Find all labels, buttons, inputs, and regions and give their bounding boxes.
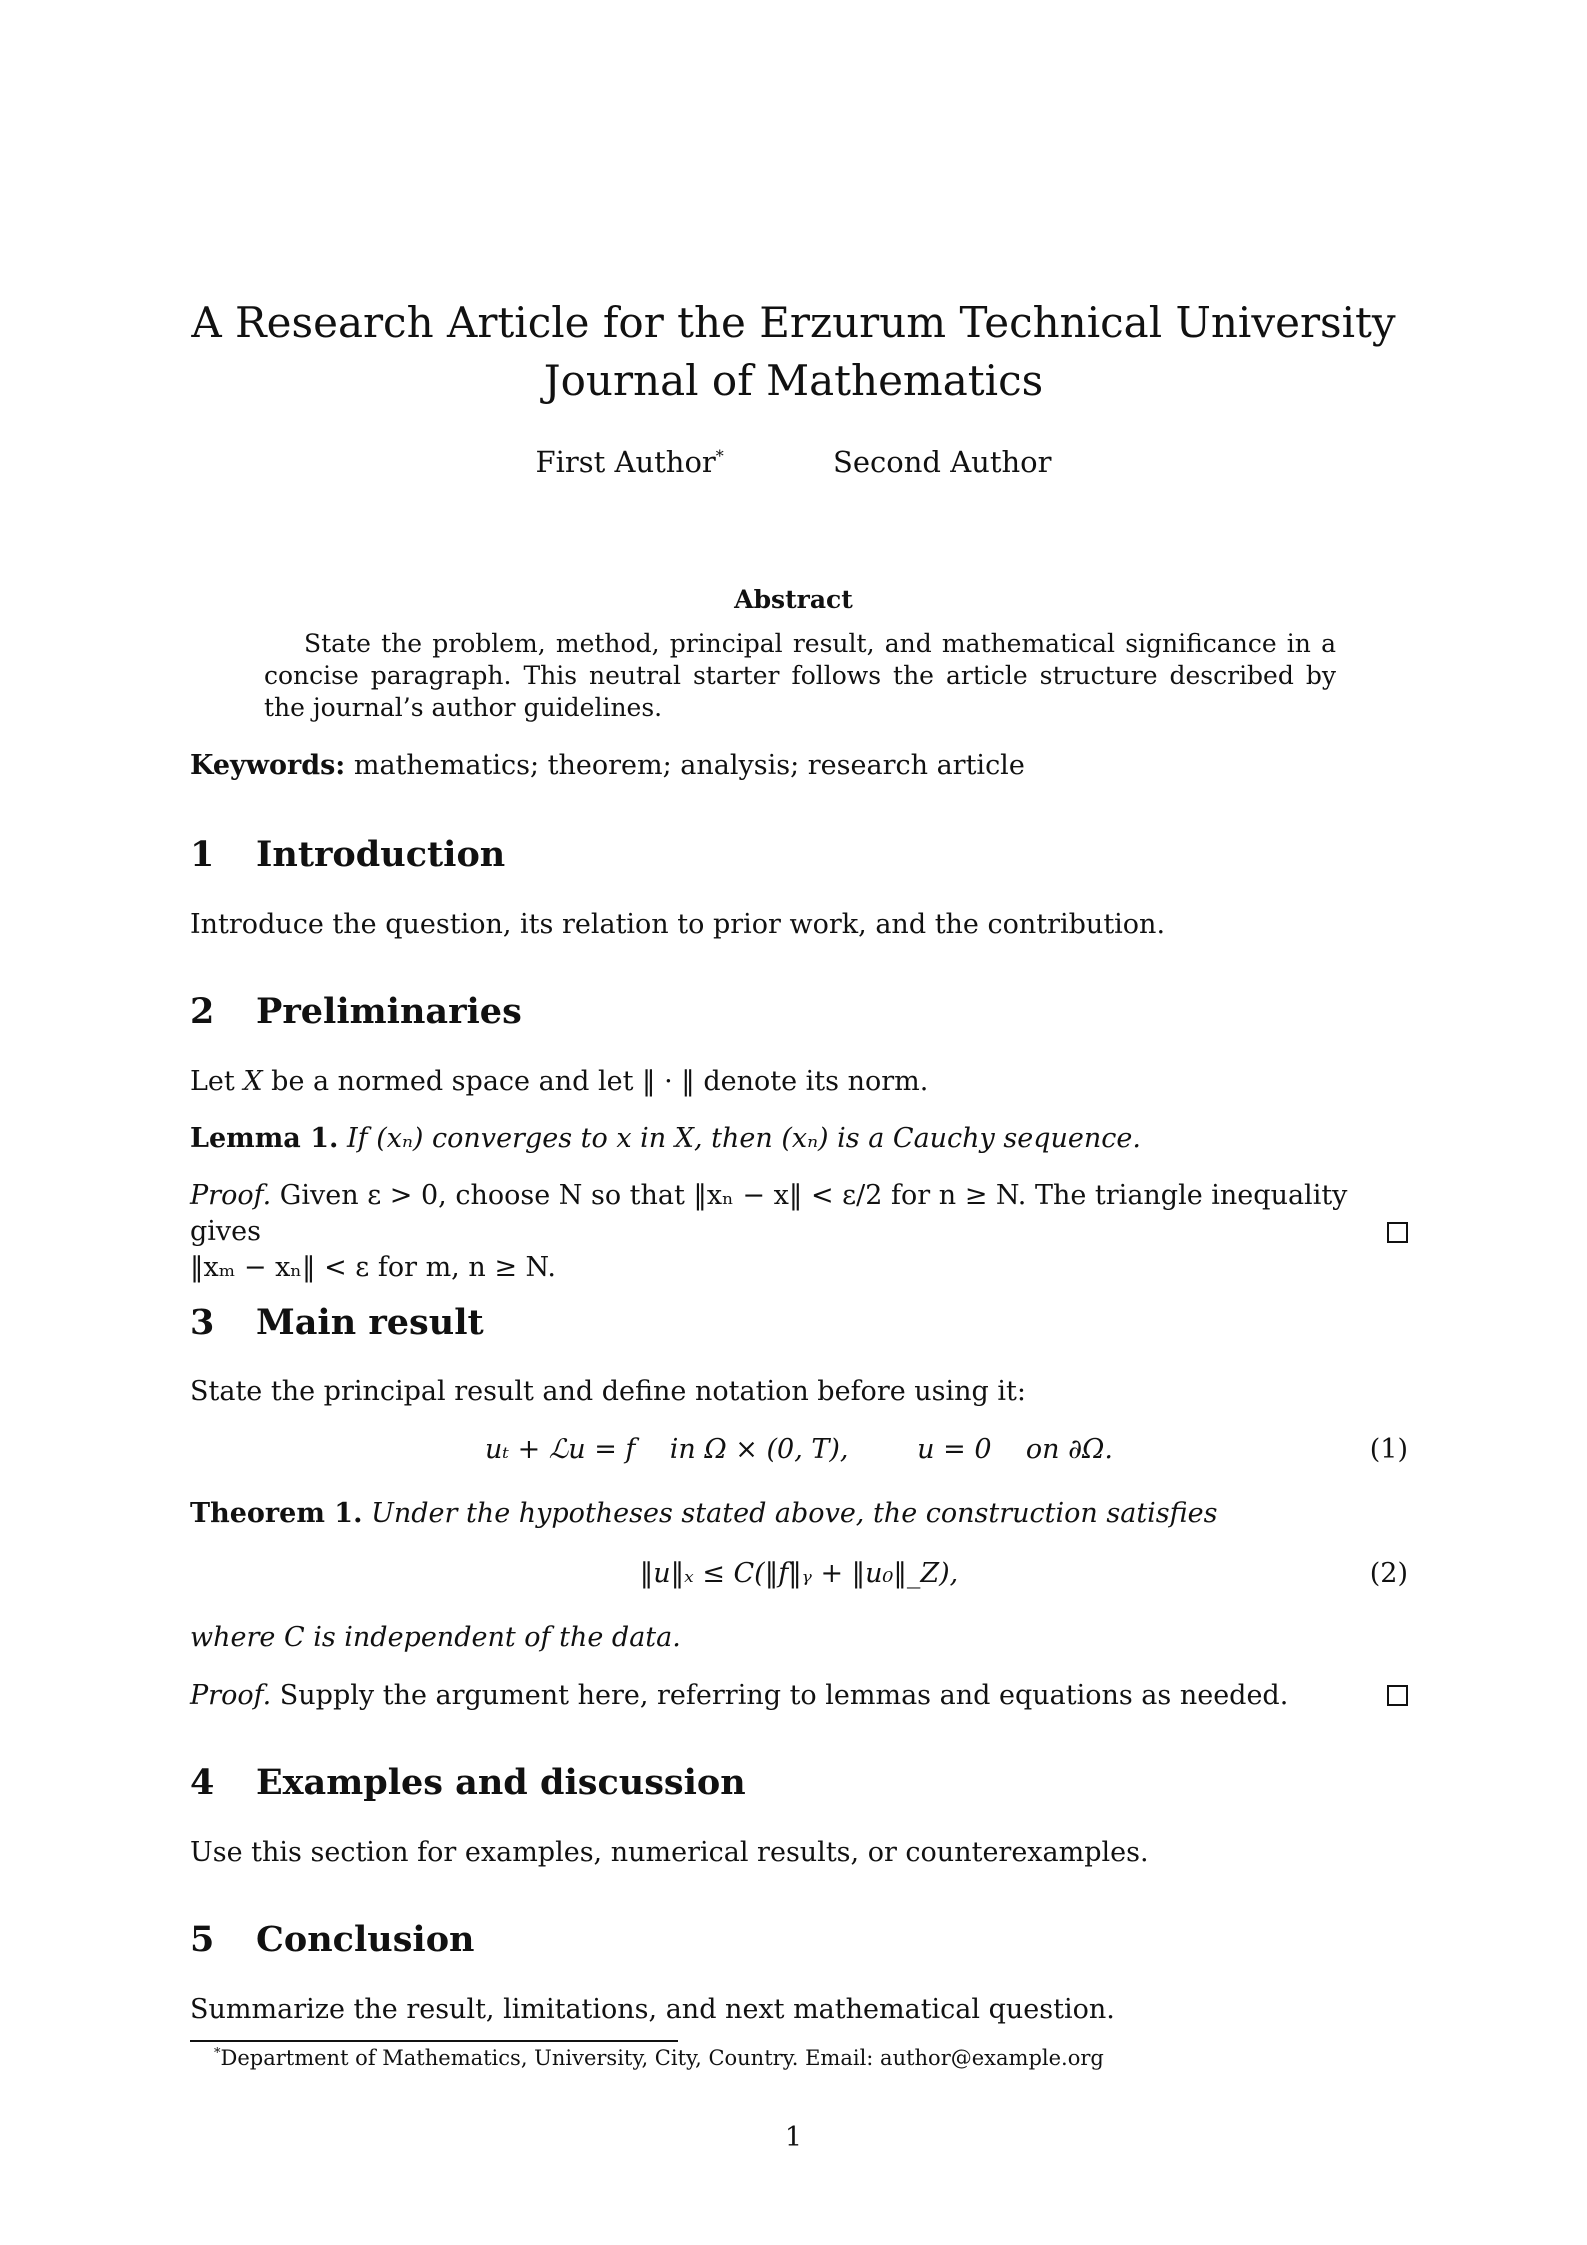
lemma-statement: If (xₙ) converges to x in X, then (xₙ) is a Cauchy sequence. bbox=[346, 1123, 1141, 1154]
author-1-name: First Author bbox=[535, 445, 716, 479]
section-4-body: Use this section for examples, numerical results, or counterexamples. bbox=[190, 1837, 1149, 1868]
proof-line-2: ‖xₘ − xₙ‖ < ε for m, n ≥ N. bbox=[190, 1252, 557, 1283]
text-run: Let bbox=[190, 1066, 244, 1097]
section-number: 1 bbox=[190, 834, 215, 875]
section-number: 3 bbox=[190, 1302, 215, 1343]
proof-line-1: Given ε > 0, choose N so that ‖xₙ − x‖ < ε/2 for n ≥ N. The triangle inequality gives bbox=[190, 1180, 1348, 1247]
author-1-footnote-mark: * bbox=[715, 446, 724, 466]
section-5-body: Summarize the result, limitations, and next mathematical question. bbox=[190, 1994, 1115, 2025]
proof-label: Proof. bbox=[190, 1180, 272, 1211]
section-number: 4 bbox=[190, 1762, 215, 1803]
theorem-label: Theorem 1. bbox=[190, 1498, 363, 1529]
proof-text: Supply the argument here, referring to lemmas and equations as needed. bbox=[279, 1680, 1289, 1711]
proof-2 bbox=[190, 1678, 1408, 1714]
equation-1-tag: (1) bbox=[1369, 1434, 1408, 1465]
equation-1 bbox=[190, 1432, 1408, 1468]
paper-title bbox=[0, 294, 1587, 410]
section-title: Conclusion bbox=[256, 1919, 475, 1960]
theorem-1 bbox=[190, 1496, 1408, 1532]
section-number: 5 bbox=[190, 1919, 215, 1960]
text-run: be a normed space and let bbox=[262, 1066, 643, 1097]
title-line-1: A Research Article for the Erzurum Technical University bbox=[191, 298, 1396, 347]
footnote-text: Department of Mathematics, University, City, Country. Email: author@example.org bbox=[220, 2046, 1104, 2070]
section-heading-3 bbox=[190, 1302, 484, 1343]
section-2-body bbox=[190, 1064, 1408, 1100]
abstract-text: State the problem, method, principal result, and mathematical significance in a concise paragraph. This neutral starter follows the article structure described by the journal’s author guidelines. bbox=[264, 629, 1336, 722]
footnote-rule bbox=[190, 2040, 678, 2042]
proof-1 bbox=[190, 1178, 1408, 1286]
author-list bbox=[0, 445, 1587, 479]
lemma-1 bbox=[190, 1121, 1408, 1157]
author-2: Second Author bbox=[833, 445, 1052, 479]
section-title: Introduction bbox=[256, 834, 506, 875]
keywords-text: mathematics; theorem; analysis; research article bbox=[353, 750, 1025, 781]
section-title: Preliminaries bbox=[256, 991, 522, 1032]
qed-box bbox=[1387, 1685, 1408, 1706]
abstract-heading: Abstract bbox=[734, 585, 853, 614]
footnote bbox=[214, 2046, 1104, 2070]
equation-1-body: uₜ + ℒu = f in Ω × (0, T), u = 0 on ∂Ω. bbox=[484, 1434, 1114, 1465]
footnote-mark: * bbox=[214, 2046, 221, 2061]
qed-box bbox=[1387, 1222, 1408, 1243]
author-1 bbox=[536, 445, 724, 479]
proof-label: Proof. bbox=[190, 1680, 272, 1711]
keywords-label: Keywords: bbox=[190, 750, 346, 781]
equation-2-tag: (2) bbox=[1369, 1558, 1408, 1589]
section-title: Main result bbox=[256, 1302, 484, 1343]
section-title: Examples and discussion bbox=[256, 1762, 746, 1803]
equation-2-body: ‖u‖ₓ ≤ C(‖f‖ᵧ + ‖u₀‖_Z), bbox=[639, 1558, 959, 1589]
keywords bbox=[190, 748, 1408, 784]
math-norm: ‖ · ‖ bbox=[642, 1066, 695, 1097]
title-line-2: Journal of Mathematics bbox=[543, 356, 1044, 405]
theorem-tail: where C is independent of the data. bbox=[190, 1622, 681, 1653]
section-number: 2 bbox=[190, 991, 215, 1032]
section-heading-2 bbox=[190, 991, 522, 1032]
theorem-statement: Under the hypotheses stated above, the construction satisfies bbox=[371, 1498, 1218, 1529]
section-1-body: Introduce the question, its relation to prior work, and the contribution. bbox=[190, 909, 1166, 940]
lemma-label: Lemma 1. bbox=[190, 1123, 339, 1154]
section-heading-4 bbox=[190, 1762, 746, 1803]
section-heading-1 bbox=[190, 834, 505, 875]
equation-2 bbox=[190, 1556, 1408, 1592]
text-run: denote its norm. bbox=[694, 1066, 929, 1097]
section-3-body: State the principal result and define notation before using it: bbox=[190, 1376, 1026, 1407]
page-number: 1 bbox=[784, 2122, 803, 2153]
math-var: X bbox=[243, 1066, 263, 1097]
section-heading-5 bbox=[190, 1919, 475, 1960]
